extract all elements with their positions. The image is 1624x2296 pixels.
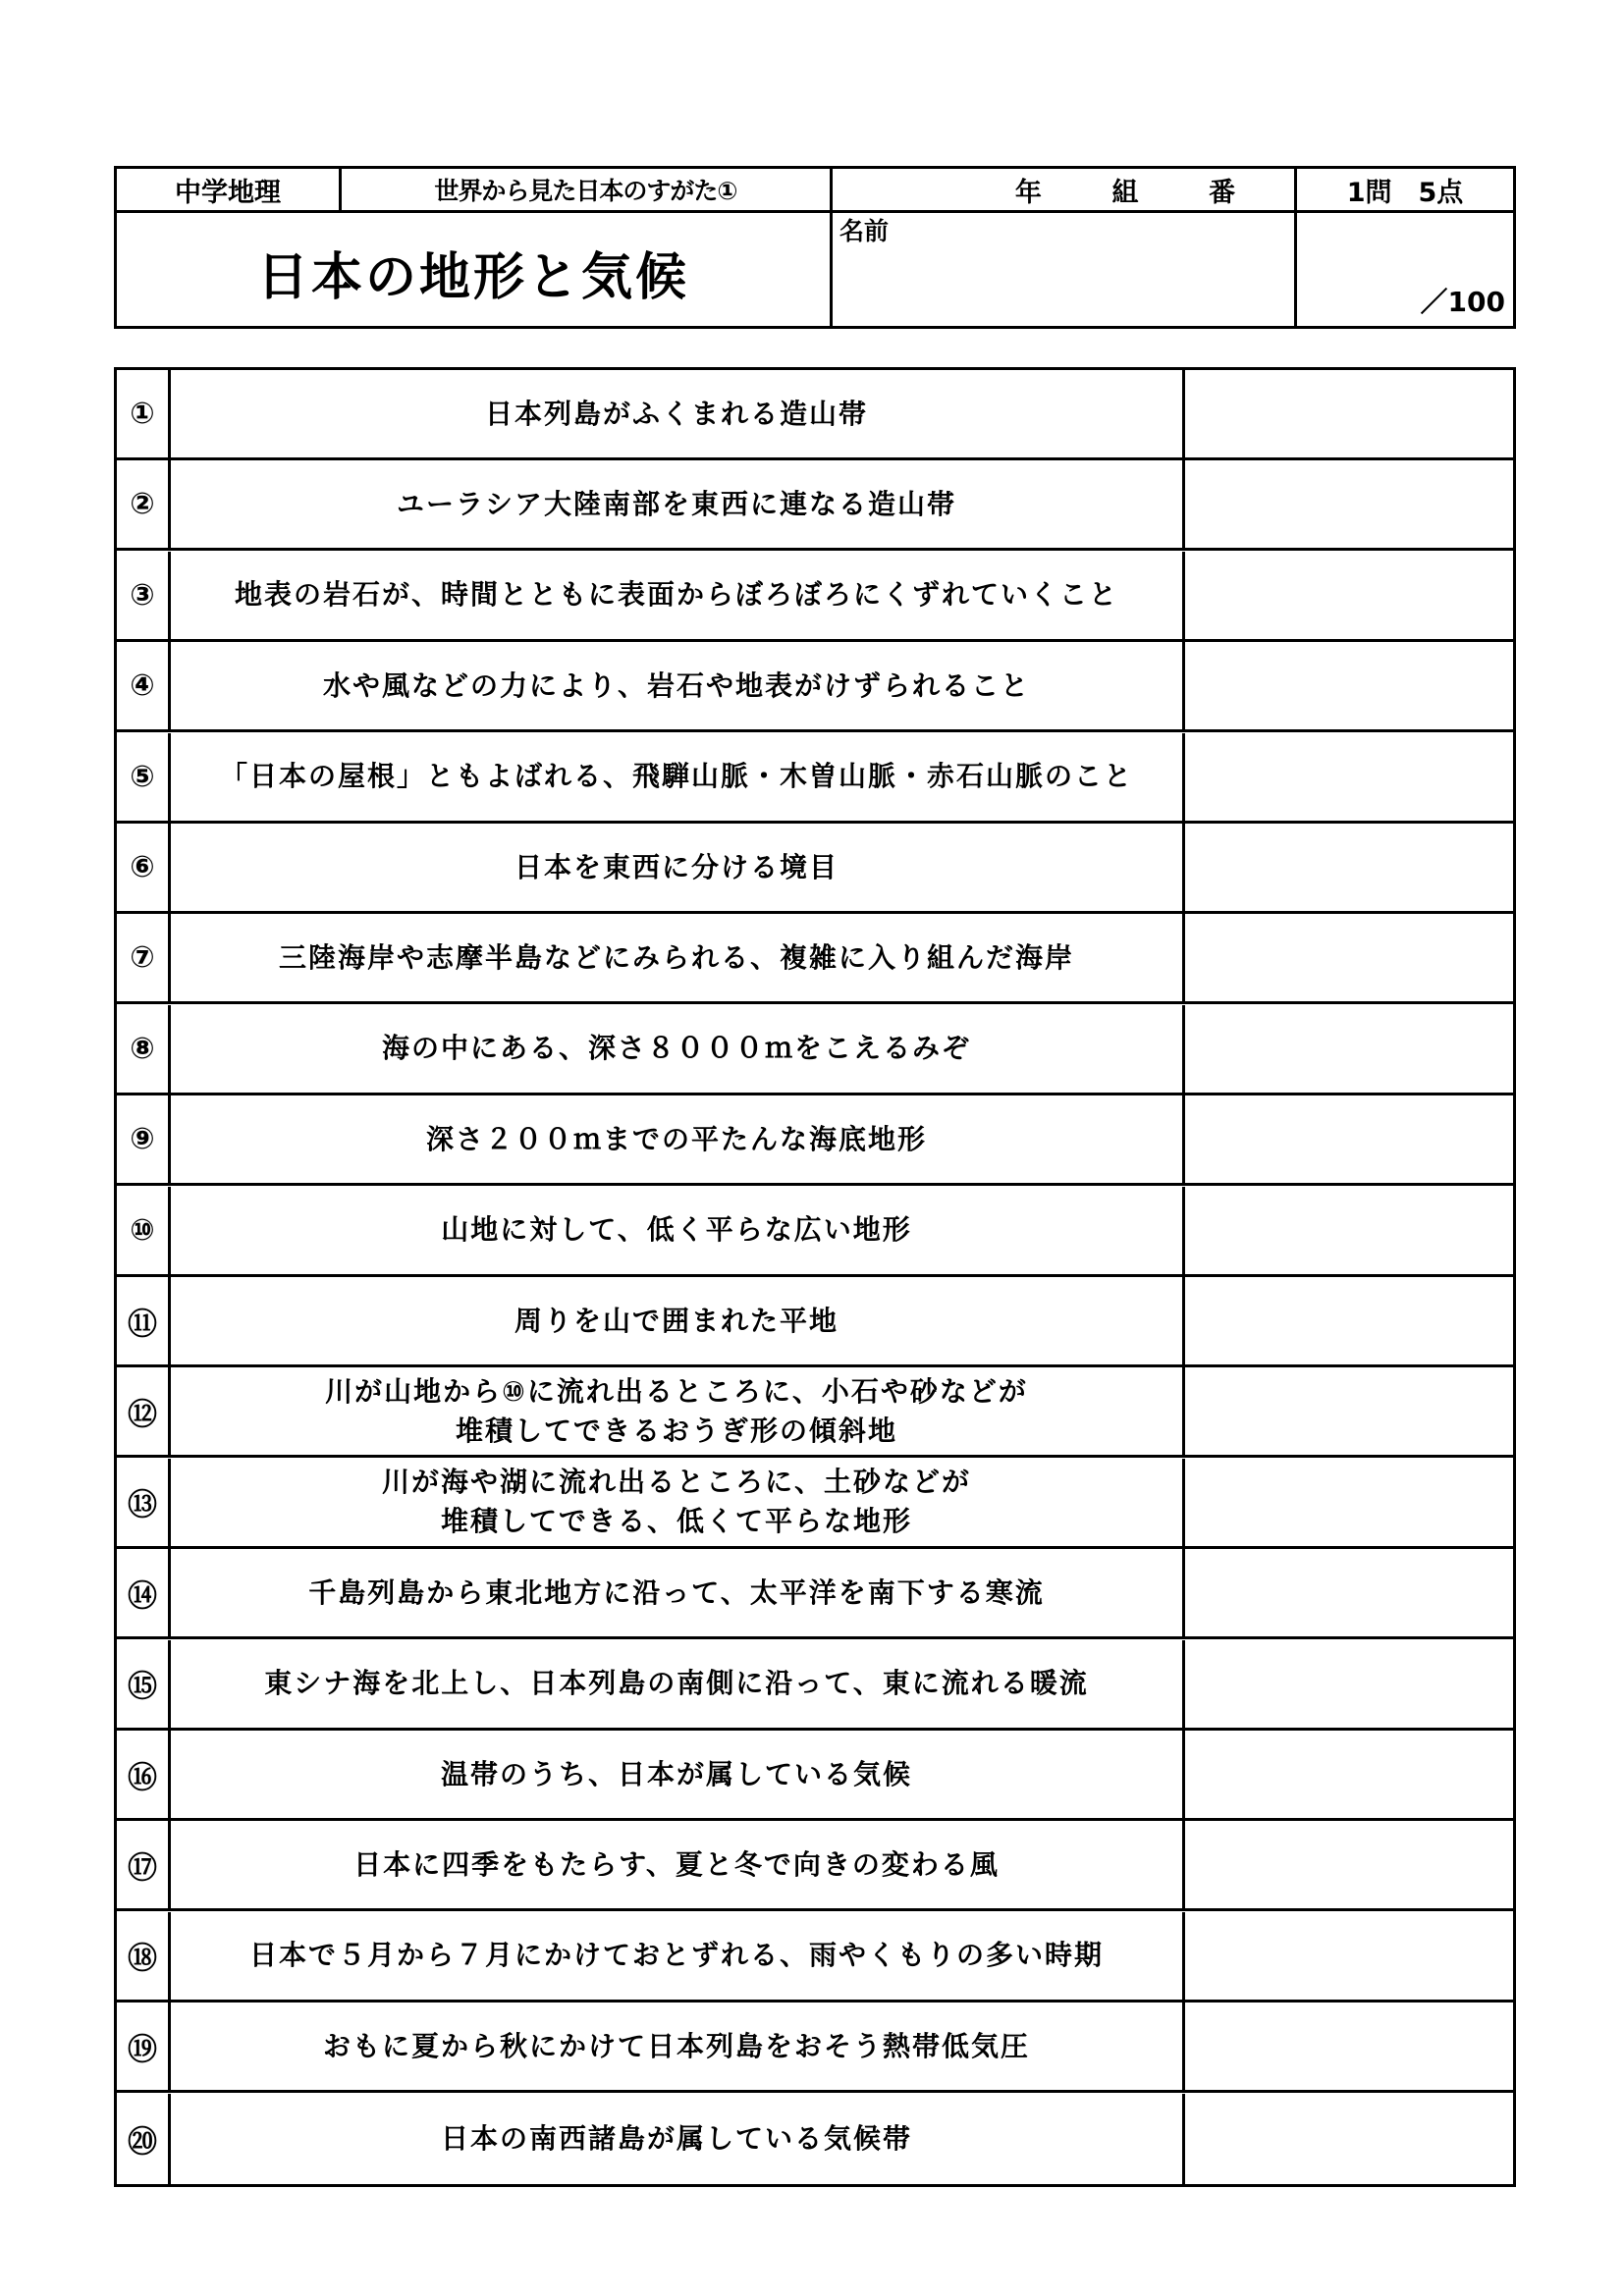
question-text [171,733,1185,821]
question-text-line: 水や風などの力により、岩石や地表がけずられること [322,668,1030,702]
answer-field[interactable] [1185,2094,1513,2184]
answer-field[interactable] [1185,1640,1513,1728]
question-row [117,642,1513,732]
answer-field[interactable] [1185,1095,1513,1183]
question-number: ⑧ [117,1005,171,1093]
question-text [171,824,1185,911]
answer-field[interactable] [1185,460,1513,548]
answer-field[interactable] [1185,914,1513,1001]
answer-field[interactable] [1185,1912,1513,2000]
question-text-line: 山地に対して、低く平らな広い地形 [441,1213,912,1247]
question-text-line: 日本の南西諸島が属している気候帯 [440,2121,912,2155]
question-text-line: ユーラシア大陸南部を東西に連なる造山帯 [396,487,956,520]
question-number: ⑳ [117,2094,171,2184]
question-number: ④ [117,642,171,729]
question-text [171,460,1185,548]
score-field[interactable]: ／100 [1420,286,1505,318]
question-text-line: 周りを山で囲まれた平地 [514,1304,839,1337]
question-row [117,1549,1513,1639]
question-text [171,1277,1185,1364]
question-text-line: 「日本の屋根」ともよばれる、飛騨山脈・木曽山脈・赤石山脈のこと [219,760,1133,793]
question-number: ② [117,460,171,548]
question-row [117,1095,1513,1186]
question-text [171,642,1185,729]
year-label: 年 [1014,177,1042,208]
question-number: ⑤ [117,733,171,821]
question-row [117,1731,1513,1821]
question-number: ⑨ [117,1095,171,1183]
question-text-line: 日本列島がふくまれる造山帯 [484,397,868,430]
question-text-line: 温帯のうち、日本が属している気候 [440,1757,912,1790]
question-row [117,914,1513,1004]
question-text [171,2002,1185,2090]
question-row [117,1459,1513,1549]
question-text-line: 川が海や湖に流れ出るところに、土砂などが [381,1466,971,1499]
questions-table [114,367,1516,2187]
question-text [171,1459,1185,1546]
question-text-line: おもに夏から秋にかけて日本列島をおそう熱帯低気圧 [322,2029,1030,2062]
question-row [117,370,1513,460]
question-row [117,824,1513,914]
question-number: ① [117,370,171,457]
question-text [171,1821,1185,1908]
question-row [117,1367,1513,1458]
question-row [117,1277,1513,1367]
question-number: ⑯ [117,1731,171,1818]
question-text-line: 堆積してできるおうぎ形の傾斜地 [455,1414,897,1447]
question-text-line: 海の中にある、深さ８０００ｍをこえるみぞ [381,1032,971,1065]
question-text [171,1549,1185,1636]
worksheet-header [114,166,1516,329]
question-text [171,1095,1185,1183]
answer-field[interactable] [1185,1187,1513,1274]
question-number: ⑩ [117,1187,171,1274]
question-row [117,1187,1513,1277]
question-row [117,1005,1513,1095]
question-number: ⑰ [117,1821,171,1908]
question-row [117,460,1513,551]
answer-field[interactable] [1185,642,1513,729]
question-text-line: 地表の岩石が、時間とともに表面からぼろぼろにくずれていくこと [234,578,1118,612]
answer-field[interactable] [1185,1367,1513,1455]
question-number: ⑭ [117,1549,171,1636]
header-divider-v3 [1294,169,1297,326]
question-text [171,1731,1185,1818]
question-number: ⑱ [117,1912,171,2000]
question-row [117,1912,1513,2002]
question-row [117,2002,1513,2093]
question-number: ⑲ [117,2002,171,2090]
question-row [117,1640,1513,1731]
question-text-line: 深さ２００ｍまでの平たんな海底地形 [425,1122,927,1155]
question-text-line: 日本を東西に分ける境目 [514,850,839,883]
header-divider-h [117,210,1513,213]
answer-field[interactable] [1185,1821,1513,1908]
answer-field[interactable] [1185,370,1513,457]
class-fields[interactable] [833,169,1294,210]
points-per-question: 1問 5点 [1346,177,1464,208]
answer-field[interactable] [1185,552,1513,639]
header-divider-v2 [830,169,833,326]
answer-field[interactable] [1185,1277,1513,1364]
header-divider-v1 [339,169,342,210]
question-number: ⑮ [117,1640,171,1728]
number-label: 番 [1209,177,1236,208]
question-text [171,370,1185,457]
answer-field[interactable] [1185,1549,1513,1636]
answer-field[interactable] [1185,1005,1513,1093]
question-text [171,914,1185,1001]
answer-field[interactable] [1185,2002,1513,2090]
question-text [171,1640,1185,1728]
question-text-line: 東シナ海を北上し、日本列島の南側に沿って、東に流れる暖流 [264,1667,1089,1700]
question-number: ⑪ [117,1277,171,1364]
question-number: ⑬ [117,1459,171,1546]
question-text-line: 日本に四季をもたらす、夏と冬で向きの変わる風 [353,1847,1000,1881]
question-text-line: 川が山地から⑩に流れ出るところに、小石や砂などが [325,1374,1028,1408]
worksheet-title: 日本の地形と気候 [256,248,689,307]
question-text [171,1187,1185,1274]
answer-field[interactable] [1185,1731,1513,1818]
question-row [117,1821,1513,1911]
question-number: ⑥ [117,824,171,911]
question-text-line: 千島列島から東北地方に沿って、太平洋を南下する寒流 [308,1575,1045,1609]
question-row [117,733,1513,824]
question-text [171,2094,1185,2184]
question-text [171,1005,1185,1093]
question-text-line: 堆積してできる、低くて平らな地形 [440,1505,912,1538]
question-text [171,1912,1185,2000]
question-number: ⑦ [117,914,171,1001]
question-text-line: 三陸海岸や志摩半島などにみられる、複雑に入り組んだ海岸 [278,940,1074,974]
question-row [117,2094,1513,2184]
name-field-label: 名前 [839,217,890,245]
question-number: ⑫ [117,1367,171,1455]
question-row [117,552,1513,642]
subject-label: 中学地理 [175,177,281,208]
question-number: ③ [117,552,171,639]
answer-field[interactable] [1185,733,1513,821]
answer-field[interactable] [1185,824,1513,911]
unit-label: 世界から見た日本のすがた① [434,177,737,205]
question-text-line: 日本で５月から７月にかけておとずれる、雨やくもりの多い時期 [248,1939,1104,1972]
question-text [171,552,1185,639]
question-text [171,1367,1185,1455]
answer-field[interactable] [1185,1459,1513,1546]
class-label: 組 [1111,177,1139,208]
